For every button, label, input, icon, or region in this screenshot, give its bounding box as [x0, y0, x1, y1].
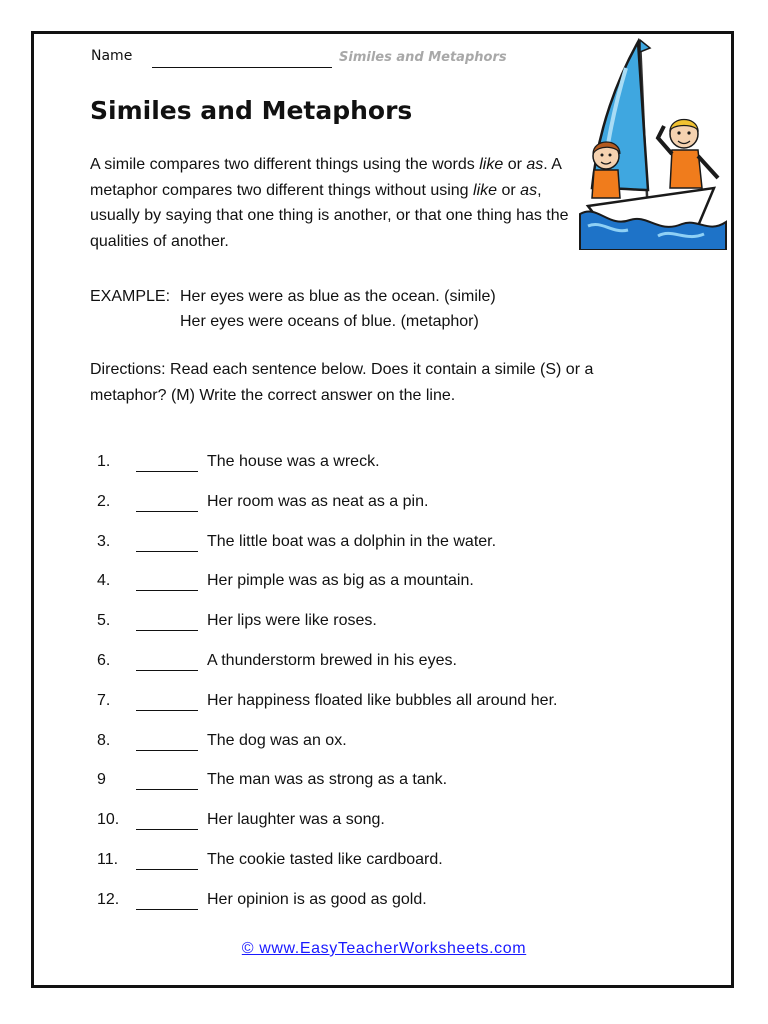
- question-row: [97, 887, 697, 927]
- intro-like-2: like: [473, 181, 498, 199]
- question-text: Her happiness floated like bubbles all around her.: [207, 691, 558, 709]
- question-text: The man was as strong as a tank.: [207, 771, 448, 789]
- question-text: A thunderstorm brewed in his eyes.: [207, 651, 457, 669]
- name-line[interactable]: [152, 67, 332, 68]
- question-row: [97, 688, 697, 728]
- sailboat-kids-illustration: [578, 38, 728, 250]
- answer-blank[interactable]: [136, 471, 198, 472]
- question-number: 4.: [97, 572, 111, 590]
- intro-as: as: [526, 156, 544, 173]
- page-title: Similes and Metaphors: [90, 96, 413, 125]
- answer-blank[interactable]: [136, 590, 198, 591]
- answer-blank[interactable]: [136, 829, 198, 830]
- question-row: [97, 807, 697, 847]
- intro-or: or: [503, 156, 527, 173]
- answer-blank[interactable]: [136, 630, 198, 631]
- question-text: The house was a wreck.: [207, 453, 380, 470]
- question-text: The cookie tasted like cardboard.: [207, 850, 443, 868]
- answer-blank[interactable]: [136, 789, 198, 790]
- question-row: [97, 529, 697, 569]
- question-number: 5.: [97, 612, 111, 630]
- answer-blank[interactable]: [136, 670, 198, 671]
- question-number: 2.: [97, 492, 111, 510]
- intro-text-2: . A metaphor compares two different things without using: [90, 156, 562, 199]
- intro-as-2: as: [520, 181, 538, 199]
- example-simile: Her eyes were as blue as the ocean. (simile): [180, 288, 496, 305]
- question-row: [97, 568, 697, 608]
- example-block: [90, 284, 496, 334]
- question-row: [97, 449, 697, 489]
- name-label: Name: [91, 48, 133, 64]
- question-list: [97, 449, 697, 927]
- question-text: Her laughter was a song.: [207, 811, 385, 829]
- answer-blank[interactable]: [136, 710, 198, 711]
- question-number: 7.: [97, 691, 111, 709]
- question-row: [97, 767, 697, 807]
- intro-like: like: [479, 156, 504, 173]
- example-metaphor: Her eyes were oceans of blue. (metaphor): [180, 313, 479, 330]
- question-row: [97, 648, 697, 688]
- answer-blank[interactable]: [136, 909, 198, 910]
- question-row: [97, 489, 697, 529]
- question-number: 9: [97, 771, 106, 789]
- question-row: [97, 608, 697, 648]
- question-number: 1.: [97, 453, 111, 470]
- question-number: 11.: [97, 850, 119, 868]
- question-number: 10.: [97, 811, 120, 829]
- answer-blank[interactable]: [136, 750, 198, 751]
- girl-figure: [592, 142, 620, 198]
- question-number: 6.: [97, 651, 111, 669]
- question-text: The dog was an ox.: [207, 731, 347, 749]
- question-number: 3.: [97, 532, 111, 550]
- question-text: Her lips were like roses.: [207, 612, 377, 630]
- question-text: Her pimple was as big as a mountain.: [207, 572, 474, 590]
- answer-blank[interactable]: [136, 511, 198, 512]
- intro-paragraph: [90, 152, 570, 254]
- answer-blank[interactable]: [136, 551, 198, 552]
- example-label: EXAMPLE:: [90, 288, 171, 305]
- question-row: [97, 728, 697, 768]
- question-number: 8.: [97, 731, 111, 749]
- question-row: [97, 847, 697, 887]
- intro-or-2: or: [497, 181, 521, 199]
- question-text: Her room was as neat as a pin.: [207, 492, 429, 510]
- boy-figure: [658, 120, 718, 189]
- intro-text-1: A simile compares two different things using the words: [90, 156, 480, 173]
- question-text: The little boat was a dolphin in the water.: [207, 532, 497, 550]
- footer-link[interactable]: © www.EasyTeacherWorksheets.com: [241, 940, 527, 957]
- directions: Directions: Read each sentence below. Does it contain a simile (S) or a metaphor? (M) Write the correct answer on the line.: [90, 361, 594, 404]
- intro-text-3: , usually by saying that one thing is another, or that one thing has the qualities of another.: [90, 181, 569, 250]
- question-text: Her opinion is as good as gold.: [207, 890, 427, 908]
- answer-blank[interactable]: [136, 869, 198, 870]
- question-number: 12.: [97, 890, 120, 908]
- header-worksheet-title: Similes and Metaphors: [339, 50, 507, 65]
